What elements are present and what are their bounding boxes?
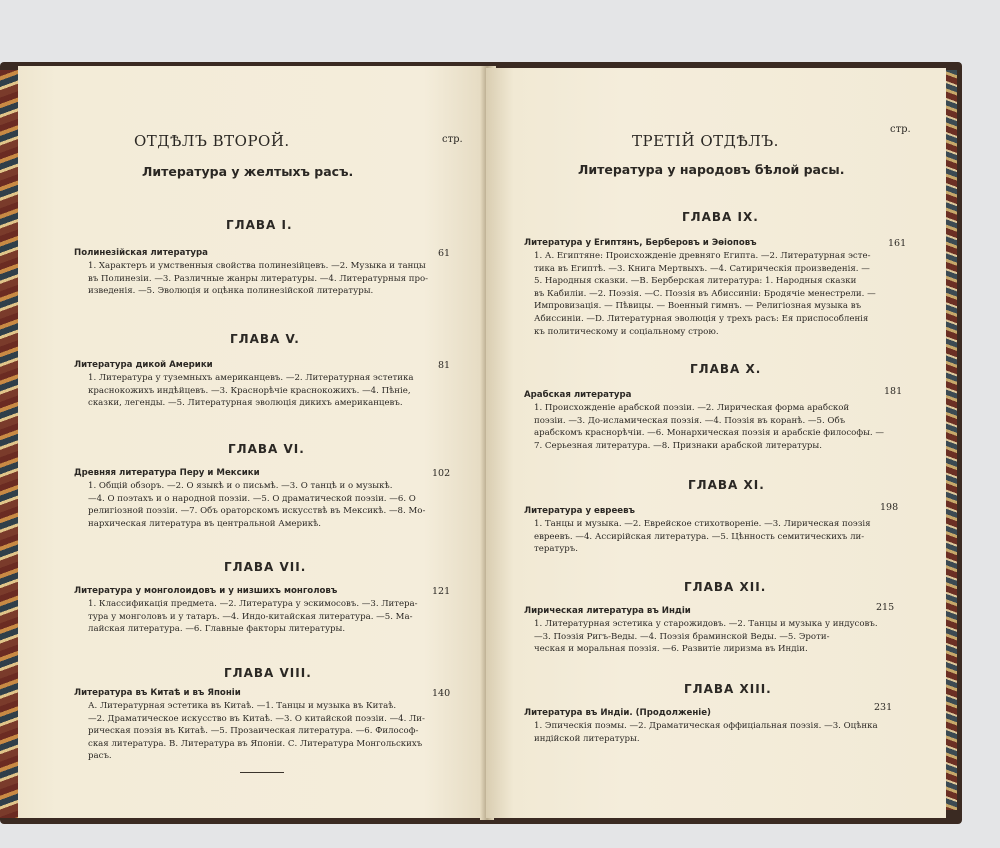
page-number: 161	[888, 238, 907, 249]
chapter-heading: ГЛАВА XII.	[684, 580, 767, 594]
page-number: 81	[438, 360, 451, 371]
chapter-contents: 1. Происхожденіе арабской поэзіи. —2. Лирическая форма арабской поэзіи. —3. До-исламическая поэзія. —4. Поэзія въ коранѣ. —5. Объ арабскомъ краснорѣчіи. —6. Монархическая поэзія и арабскіе философы. — 7. Серьезная литература. —8. Признаки арабской литературы.	[534, 403, 884, 451]
page-number: 102	[432, 468, 451, 479]
chapter-contents: А. Литературная эстетика въ Китаѣ. —1. Танцы и музыка въ Китаѣ. —2. Драматическое искусство въ Китаѣ. —3. О китайской поэзіи. —4. Ли- рическая поэзія въ Китаѣ. —5. Прозаическая литература. —6. Философ- ская литература. В. Литература въ Японіи. С. Литература Монгольскихъ расъ.	[88, 701, 425, 762]
chapter-contents: 1. Эпическія поэмы. —2. Драматическая оффиціальная поэзія. —3. Оцѣнка индійской литературы.	[534, 721, 878, 744]
chapter-heading: ГЛАВА IX.	[682, 210, 759, 224]
chapter-contents: 1. А. Египтяне: Происхожденіе древняго Египта. —2. Литературная эсте- тика въ Египтѣ. —3. Книга Мертвыхъ. —4. Сатирическія произведенія. — 5. Народныя сказки. —В. Берберская литература: 1. Народныя сказки въ Кабиліи. —2. Поэзія. —С. Поэзія въ Абиссиніи: Бродячіе менестрели. — Импровизація. — Пѣвицы. — Военный гимнъ. — Религіозная музыка въ Абиссиніи. —D. Литературная эволюція у трехъ расъ: Ея приспособленія къ политическому и соціальному строю.	[534, 251, 876, 337]
page-number: 140	[432, 688, 451, 699]
page-number: 61	[438, 248, 451, 259]
chapter-heading: ГЛАВА X.	[690, 362, 762, 376]
chapter-heading: ГЛАВА VIII.	[224, 666, 312, 680]
chapter-heading: ГЛАВА XIII.	[684, 682, 772, 696]
chapter-title: Литература въ Китаѣ и въ Японіи	[74, 688, 241, 698]
part-subtitle: Литература у желтыхъ расъ.	[142, 164, 354, 179]
page-number: 231	[874, 702, 893, 713]
chapter-title: Литература у Египтянъ, Берберовъ и Эѳіоповъ	[524, 238, 757, 248]
end-rule	[240, 772, 284, 773]
chapter-title: Арабская литература	[524, 390, 632, 400]
page-number: 198	[880, 502, 899, 513]
part-title: ТРЕТІЙ ОТДѢЛЪ.	[632, 132, 779, 150]
chapter-heading: ГЛАВА XI.	[688, 478, 765, 492]
chapter-heading: ГЛАВА I.	[226, 218, 293, 232]
page-number: 181	[884, 386, 903, 397]
chapter-contents: 1. Характеръ и умственныя свойства полинезійцевъ. —2. Музыка и танцы въ Полинезіи. —3. Различные жанры литературы. —4. Литературныя про- изведенія. —5. Эволюція и оцѣнка полинезійской литературы.	[88, 261, 429, 297]
chapter-contents: 1. Танцы и музыка. —2. Еврейское стихотвореніе. —3. Лирическая поэзія евреевъ. —4. Ассирійская литература. —5. Цѣнность семитическихъ ли- тературъ.	[534, 519, 871, 555]
page-number: 121	[432, 586, 451, 597]
chapter-title: Полинезійская литература	[74, 248, 208, 258]
chapter-contents: 1. Литературная эстетика у старожидовъ. —2. Танцы и музыка у индусовъ. —3. Поэзія Ригъ-Веды. —4. Поэзія браминской Веды. —5. Эроти- ческая и моральная поэзія. —6. Развитіе лиризма въ Индіи.	[534, 619, 878, 655]
chapter-title: Древняя литература Перу и Мексики	[74, 468, 260, 478]
part-subtitle: Литература у народовъ бѣлой расы.	[578, 162, 845, 177]
chapter-title: Лирическая литература въ Индіи	[524, 606, 691, 616]
chapter-heading: ГЛАВА VII.	[224, 560, 307, 574]
left-page	[18, 66, 496, 818]
page-column-label: стр.	[442, 134, 463, 145]
chapter-title: Литература въ Индіи. (Продолженіе)	[524, 708, 711, 718]
chapter-title: Литература у евреевъ	[524, 506, 636, 516]
part-title: ОТДѢЛЪ ВТОРОЙ.	[134, 132, 290, 150]
chapter-title: Литература дикой Америки	[74, 360, 213, 370]
page-column-label: стр.	[890, 124, 911, 135]
chapter-title: Литература у монголоидовъ и у низшихъ монголовъ	[74, 586, 338, 596]
chapter-heading: ГЛАВА VI.	[228, 442, 305, 456]
page-number: 215	[876, 602, 895, 613]
chapter-contents: 1. Литература у туземныхъ американцевъ. —2. Литературная эстетика краснокожихъ индѣйцевъ. —3. Краснорѣчіе краснокожихъ. —4. Пѣніе, сказки, легенды. —5. Литературная эволюція дикихъ американцевъ.	[88, 373, 414, 409]
right-page	[486, 68, 946, 818]
chapter-contents: 1. Общій обзоръ. —2. О языкѣ и о письмѣ. —3. О танцѣ и о музыкѣ. —4. О поэтахъ и о народной поэзіи. —5. О драматической поэзіи. —6. О религіозной поэзіи. —7. Объ ораторскомъ искусствѣ въ Мексикѣ. —8. Мо- нархическая литература въ центральной Америкѣ.	[88, 481, 426, 529]
chapter-heading: ГЛАВА V.	[230, 332, 300, 346]
chapter-contents: 1. Классификація предмета. —2. Литература у эскимосовъ. —3. Литера- тура у монголовъ и у татаръ. —4. Индо-китайская литература. —5. Ма- лайская литература. —6. Главные факторы литературы.	[88, 599, 418, 635]
